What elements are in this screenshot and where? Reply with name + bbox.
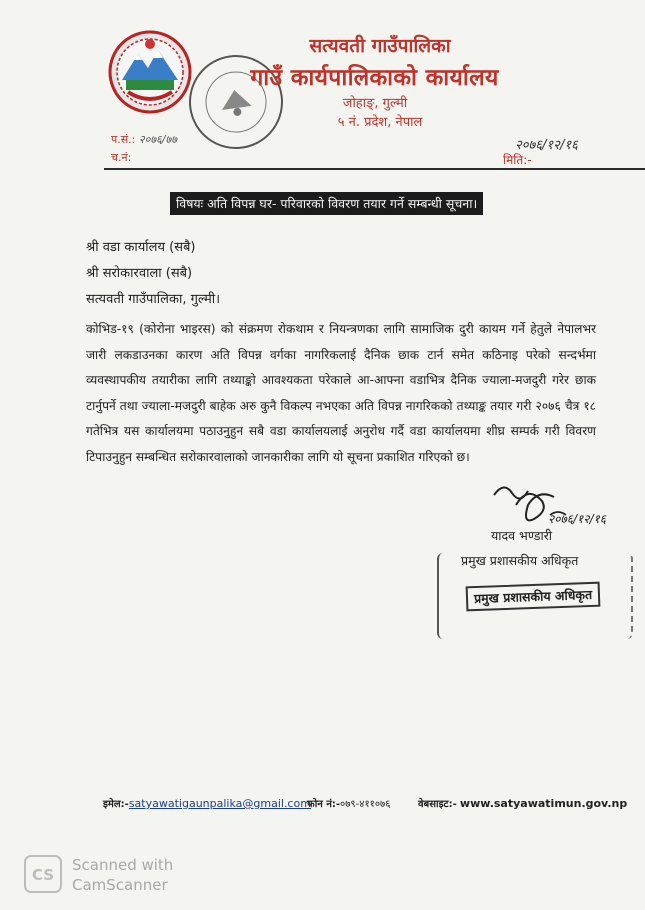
- date-label: मिति:-: [503, 153, 532, 167]
- signatory-title: प्रमुख प्रशासकीय अधिकृत: [461, 553, 579, 568]
- phone-number: ०७९-४११०७६: [340, 799, 391, 810]
- footer-email: [103, 796, 311, 810]
- camscanner-badge-text: CS: [31, 866, 55, 884]
- addressee-municipality: सत्यवती गाउँपालिका, गुल्मी।: [86, 292, 221, 307]
- signature-date: २०७६/१२/१६: [548, 512, 607, 526]
- reference-label: प.सं.:: [111, 133, 136, 146]
- addressee-stakeholders: श्री सरोकारवाला (सबै): [86, 266, 193, 281]
- official-stamp: प्रमुख प्रशासकीय अधिकृत: [466, 582, 601, 612]
- email-link[interactable]: satyawatigaunpalika@gmail.com: [128, 797, 311, 810]
- dispatch-label: च.नं:: [111, 151, 132, 164]
- province-address: ५ नं. प्रदेश, नेपाल: [337, 115, 423, 130]
- municipality-name: सत्यवती गाउँपालिका: [309, 35, 451, 57]
- handwritten-signature: [488, 475, 618, 535]
- header-divider: [104, 168, 645, 170]
- office-name: गाउँ कार्यपालिकाको कार्यालय: [250, 65, 499, 91]
- office-address: जोहाङ्, गुल्मी: [342, 96, 408, 111]
- watermark-line2: CamScanner: [72, 876, 168, 894]
- dispatch-number: [111, 150, 131, 165]
- website-label: वेबसाइट:-: [418, 799, 457, 810]
- notice-body: कोभिड-१९ (कोरोना भाइरस) को संक्रमण रोकथाम र नियन्त्रणका लागि सामाजिक दुरी कायम गर्ने हेतुले नेपालभर जारी लकडाउनका कारण अति विपन्न वर्गका नागरिकलाई दैनिक छाक टार्न समेत कठिनाइ परेको सन्दर्भमा व्यवस्थापकीय तयारीका लागि तथ्याङ्को आवश्यकता परेकाले आ-आफ्ना वडाभित्र दैनिक ज्याला-मजदुरी गरेर छाक टार्नुपर्ने तथा ज्याला-मजदुरी बाहेक अरु कुनै विकल्प नभएका अति विपन्न नागरिकको तथ्याङ्क तयार गरी २०७६ चैत्र १८ गतेभित्र यस कार्यालयमा पठाउनुहुन सबै वडा कार्यालयलाई अनुरोध गर्दै वडा कार्यालयमा शीघ्र सम्पर्क गरी विवरण टिपाउनुहुन सम्बन्धित सरोकारवालाको जानकारीका लागि यो सूचना प्रकाशित गरिएको छ।: [86, 322, 596, 464]
- letter-date: २०७६/१२/१६: [515, 138, 578, 153]
- reference-number: [111, 132, 177, 147]
- footer-website: [418, 796, 627, 810]
- watermark-line1: Scanned with: [72, 856, 174, 874]
- email-label: इमेल:-: [103, 799, 129, 810]
- phone-label: फोन नं:-: [307, 799, 341, 810]
- reference-value: २०७६/७७: [138, 133, 177, 146]
- camscanner-logo-icon: [24, 855, 62, 893]
- addressee-ward-offices: श्री वडा कार्यालय (सबै): [86, 240, 196, 255]
- signatory-name: यादव भण्डारी: [491, 528, 553, 543]
- nepal-emblem-icon: [108, 30, 192, 114]
- subject-line: विषयः अति विपन्न घर- परिवारको विवरण तयार गर्ने सम्बन्धी सूचना।: [170, 192, 483, 215]
- website-link[interactable]: www.satyawatimun.gov.np: [459, 797, 628, 810]
- footer-phone: [307, 796, 390, 810]
